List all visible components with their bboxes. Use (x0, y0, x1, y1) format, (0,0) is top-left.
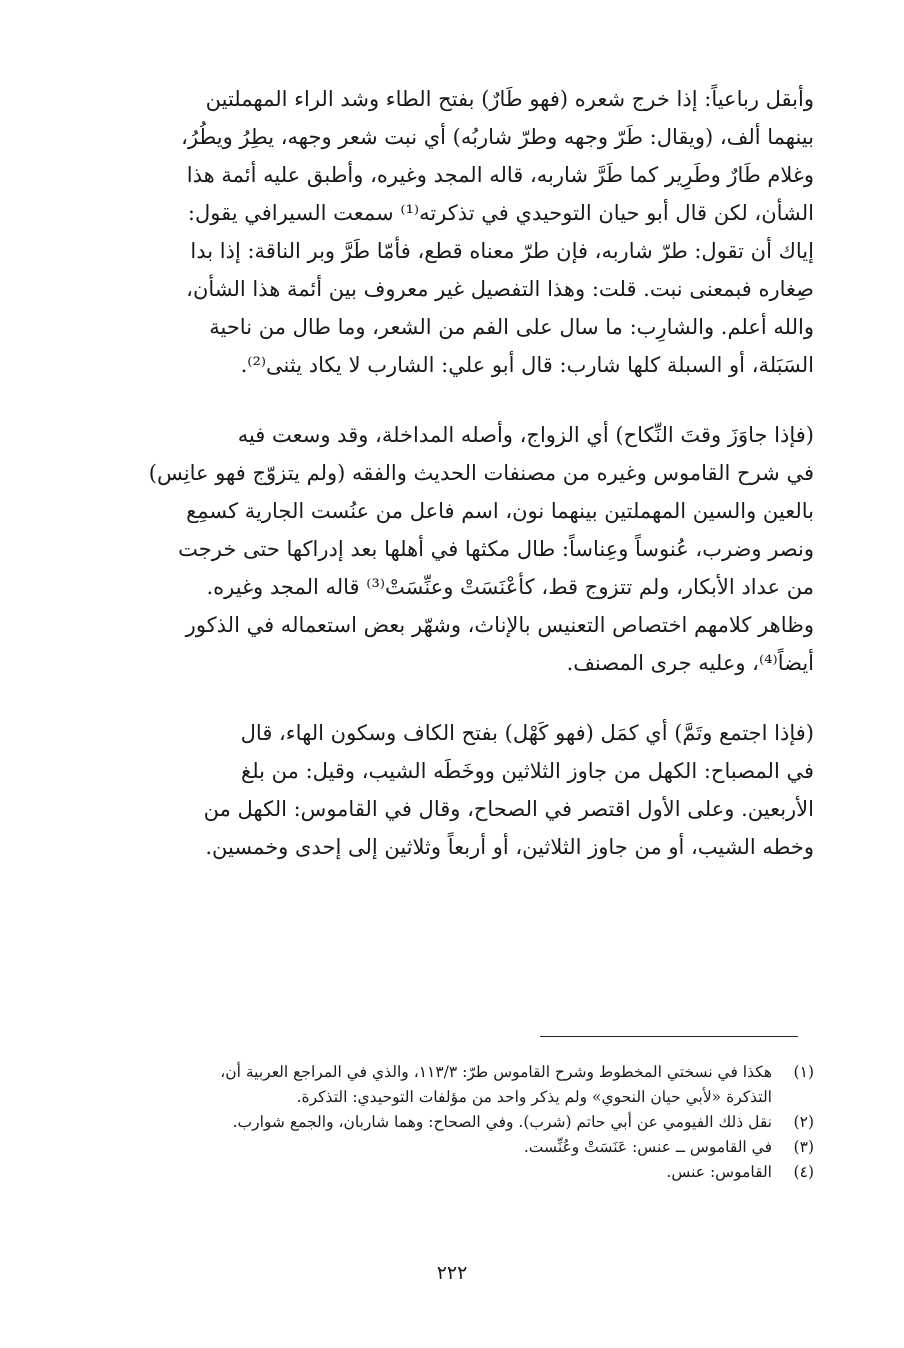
text-line: أيضاً⁽⁴⁾، وعليه جرى المصنف. (566, 651, 814, 675)
text-line: (فإذا اجتمع وتَمَّ) أي كمَل (فهو كَهْل) بفتح الكاف وسكون الهاء، قال (240, 721, 814, 745)
text-line: وأبقل رباعياً: إذا خرج شعره (فهو طَارٌ) بفتح الطاء وشد الراء المهملتين (205, 87, 814, 111)
text-line: في المصباح: الكهل من جاوز الثلاثين ووخَطَه الشيب، وقيل: من بلغ (241, 759, 814, 783)
main-text (104, 80, 814, 866)
text-line: صِغاره فبمعنى نبت. قلت: وهذا التفصيل غير معروف بين أئمة هذا الشأن، (186, 277, 814, 301)
footnote-text (104, 1060, 772, 1110)
footnote-text (104, 1160, 772, 1185)
text-line: ونصر وضرب، عُنوساً وعِناساً: طال مكثها في أهلها بعد إدراكها حتى خرجت (178, 537, 814, 561)
text-line: وخطه الشيب، أو من جاوز الثلاثين، أو أربعاً وثلاثين إلى إحدى وخمسين. (205, 835, 814, 859)
footnote-3 (104, 1135, 814, 1160)
footnote-line: القاموس: عنس. (666, 1163, 772, 1181)
footnote-text (104, 1135, 772, 1160)
footnote-line: في القاموس ــ عنس: عَنَسَتْ وعُنِّست. (523, 1138, 772, 1156)
text-line: (فإذا جاوَزَ وقتَ النِّكاح) أي الزواج، وأصله المداخلة، وقد وسعت فيه (237, 423, 814, 447)
paragraph-2 (104, 416, 814, 682)
text-line: بينهما ألف، (ويقال: طَرّ وجهه وطرّ شاربُه) أي نبت شعر وجهه، يطِرُ ويطُرُ، (181, 125, 814, 149)
footnote-number: (٤) (793, 1163, 814, 1181)
footnote-number: (٣) (793, 1138, 814, 1156)
text-line: الأربعين. وعلى الأول اقتصر في الصحاح، وقال في القاموس: الكهل من (203, 797, 814, 821)
text-line: وظاهر كلامهم اختصاص التعنيس بالإناث، وشهّر بعض استعماله في الذكور (185, 613, 814, 637)
text-line: إياك أن تقول: طرّ شاربه، فإن طرّ معناه قطع، فأمّا طَرَّ وبر الناقة: إذا بدا (190, 239, 814, 263)
text-line: الشأن، لكن قال أبو حيان التوحيدي في تذكرته⁽¹⁾ سمعت السيرافي يقول: (187, 201, 814, 225)
footnote-line: هكذا في نسختي المخطوط وشرح القاموس طرّ: ١١٣/٣، والذي في المراجع العربية أن، (220, 1063, 772, 1081)
footnote-4 (104, 1160, 814, 1185)
footnote-1 (104, 1060, 814, 1110)
text-line: وغلام طَارٌ وطَرِير كما طَرَّ شاربه، قاله المجد وغيره، وأطبق عليه أئمة هذا (186, 163, 814, 187)
page-number: ٢٢٢ (436, 1262, 468, 1284)
text-line: بالعين والسين المهملتين بينهما نون، اسم فاعل من عنُست الجارية كسمِع (186, 499, 814, 523)
paragraph-1 (104, 80, 814, 384)
text-line: من عداد الأبكار، ولم تتزوج قط، كأعْنَسَتْ وعنِّسَتْ⁽³⁾ قاله المجد وغيره. (206, 575, 814, 599)
footnote-number: (٢) (793, 1113, 814, 1131)
footnote-2 (104, 1110, 814, 1135)
footnote-separator (540, 1036, 798, 1037)
footnote-line: التذكرة «لأبي حيان النحوي» ولم يذكر واحد من مؤلفات التوحيدي: التذكرة. (296, 1088, 772, 1106)
footnote-number: (١) (793, 1063, 814, 1081)
text-line: في شرح القاموس وغيره من مصنفات الحديث والفقه (ولم يتزوّج فهو عانِس) (148, 461, 814, 485)
text-line: السَبَلة، أو السبلة كلها شارب: قال أبو علي: الشارب لا يكاد يثنى⁽²⁾. (240, 353, 814, 377)
text-line: والله أعلم. والشارِب: ما سال على الفم من الشعر، وما طال من ناحية (209, 315, 814, 339)
paragraph-3 (104, 714, 814, 866)
footnotes (104, 1060, 814, 1185)
footnote-text (104, 1110, 772, 1135)
footnote-line: نقل ذلك الفيومي عن أبي حاتم (شرب). وفي الصحاح: وهما شاربان، والجمع شوارب. (232, 1113, 772, 1131)
